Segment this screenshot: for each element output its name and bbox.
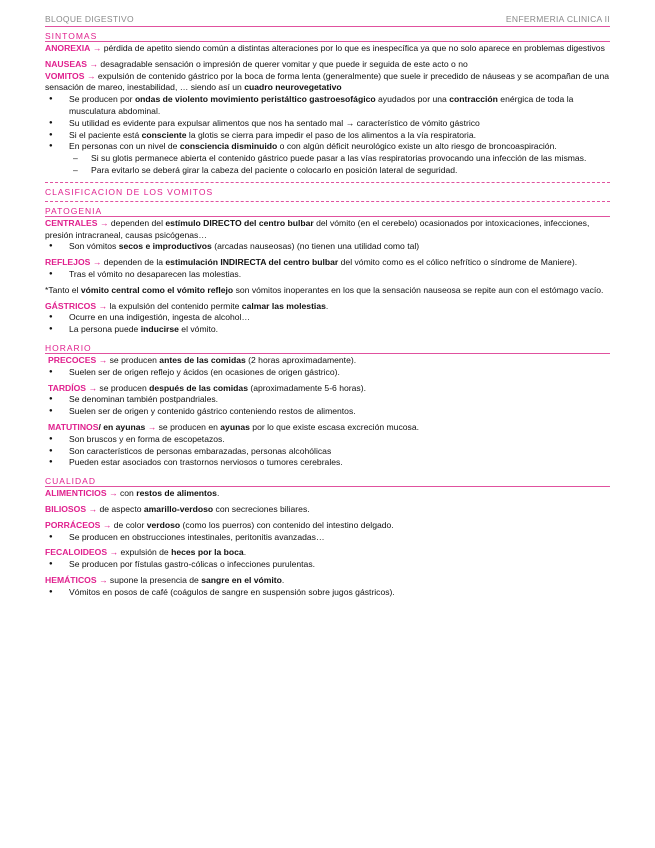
arrow-icon: → [92, 43, 102, 53]
term-reflejos: REFLEJOS [45, 257, 91, 268]
term-anorexia: ANOREXIA [45, 43, 91, 53]
gastricos-list [45, 312, 610, 336]
term-ayunas: / en ayunas [98, 421, 146, 432]
text: expulsión de contenido gástrico por la boca de forma lenta (generalmente) que suele ir precedido de náuseas y se acompañan de una sensación de mareo, inestabilidad, … siendo así un [45, 70, 610, 93]
list-item: ● Son vómitos secos e improductivos (arcadas nauseosas) (no tienen una utilidad como tal) [69, 241, 610, 253]
term-hematicos: HEMÁTICOS [45, 574, 97, 585]
paragraph-alimenticios: ALIMENTICIOS → con restos de alimentos. [45, 488, 220, 499]
dashed-divider [45, 182, 610, 183]
vomitos-bullet-list [45, 94, 610, 153]
list-item: ● Suelen ser de origen y contenido gástrico conteniendo restos de alimentos. [69, 406, 610, 418]
porraceos-list [45, 532, 610, 544]
list-item: ● Vómitos en posos de café (coágulos de sangre en suspensión sobre jugos gástricos). [69, 587, 610, 599]
paragraph-anorexia [45, 43, 610, 55]
section-title-clasificacion: CLASIFICACION DE LOS VOMITOS [45, 186, 214, 197]
reflejos-list [45, 269, 610, 281]
header-left: BLOQUE DIGESTIVO [45, 14, 134, 24]
section-rule [45, 353, 610, 354]
vomitos-dash-list [45, 153, 610, 177]
list-item: – Si su glotis permanece abierta el contenido gástrico puede pasar a las vías respiratorias provocando una infección de las mismas. [91, 153, 610, 165]
arrow-icon: → [98, 354, 108, 365]
arrow-icon: → [147, 421, 157, 432]
header-rule [45, 26, 610, 27]
arrow-icon: → [98, 300, 108, 311]
section-title-cualidad: CUALIDAD [45, 476, 96, 487]
arrow-icon: → [345, 117, 355, 128]
list-item: – Para evitarlo se deberá girar la cabeza del paciente o colocarlo en posición lateral de seguridad. [91, 165, 610, 177]
term-gastricos: GÁSTRICOS [45, 300, 97, 311]
list-item: ● Suelen ser de origen reflejo y ácidos (en ocasiones de origen gástrico). [69, 367, 610, 379]
dashed-divider [45, 201, 610, 202]
list-item: ● Se producen por fístulas gastro-cólicas o infecciones purulentas. [69, 559, 610, 571]
paragraph-biliosos: BILIOSOS → de aspecto amarillo-verdoso con secreciones biliares. [45, 503, 310, 514]
term-biliosos: BILIOSOS [45, 503, 87, 514]
list-item: ● La persona puede inducirse el vómito. [69, 324, 610, 336]
list-item: ● Se producen por ondas de violento movimiento peristáltico gastroesofágico ayudados por una contracción enérgica de toda la musculatura abdominal. [69, 94, 610, 118]
term-tardios: TARDÍOS [48, 382, 87, 393]
bold-text: cuadro neurovegetativo [244, 82, 342, 93]
term-vomitos: VOMITOS [45, 70, 85, 81]
arrow-icon: → [102, 519, 112, 530]
list-item: ● Su utilidad es evidente para expulsar alimentos que nos ha sentado mal → característico de vómito gástrico [69, 118, 610, 130]
term-nauseas: NAUSEAS [45, 58, 88, 69]
arrow-icon: → [88, 503, 98, 514]
term-precoces: PRECOCES [48, 354, 97, 365]
section-rule [45, 41, 610, 42]
term-centrales: CENTRALES [45, 217, 98, 228]
paragraph-gastricos: GÁSTRICOS → la expulsión del contenido permite calmar las molestias. [45, 300, 329, 311]
list-item: ● Si el paciente está consciente la glotis se cierra para impedir el paso de los alimentos a la vía respiratoria. [69, 130, 610, 142]
paragraph-centrales: CENTRALES → dependen del estímulo DIRECTO del centro bulbar del vómito (en el cerebelo) ocasionados por intoxicaciones, infecciones, presión intracraneal, causas psicógenas… [45, 217, 590, 240]
arrow-icon: → [88, 382, 98, 393]
term-alimenticios: ALIMENTICIOS [45, 488, 107, 499]
list-item: ● Ocurre en una indigestión, ingesta de alcohol… [69, 312, 610, 324]
centrales-list [45, 241, 610, 253]
tardios-list [45, 394, 610, 418]
term-fecaloideos: FECALOIDEOS [45, 547, 108, 558]
paragraph-reflejos: REFLEJOS → dependen de la estimulación INDIRECTA del centro bulbar del vómito como es el cólico nefrítico o síndrome de Maniere). [45, 257, 578, 268]
paragraph-nota: *Tanto el vómito central como el vómito reflejo son vómitos inoperantes en los que la sensación nauseosa se repite aun con el estómago vacío. [45, 284, 604, 295]
list-item: ● En personas con un nivel de consciencia disminuido o con algún déficit neurológico existe un alto riesgo de broncoaspiración. [69, 141, 610, 153]
term-porraceos: PORRÁCEOS [45, 519, 101, 530]
list-item: ● Son característicos de personas embarazadas, personas alcohólicas [69, 446, 610, 458]
arrow-icon: → [99, 217, 109, 228]
arrow-icon: → [86, 70, 96, 81]
list-item: ● Tras el vómito no desaparecen las molestias. [69, 269, 610, 281]
text: desagradable sensación o impresión de querer vomitar y que puede ir seguida de este acto o no [98, 58, 468, 69]
fecaloideos-list [45, 559, 610, 571]
list-item: ● Son bruscos y en forma de escopetazos. [69, 434, 610, 446]
paragraph-vomitos [45, 71, 610, 95]
paragraph-porraceos: PORRÁCEOS → de color verdoso (como los puerros) con contenido del intestino delgado. [45, 519, 394, 530]
text: pérdida de apetito siendo común a distintas alteraciones por lo que es inespecífica ya que no solo aparece en problemas digestivos [101, 43, 605, 53]
precoces-list [45, 367, 610, 379]
section-title-sintomas: SINTOMAS [45, 31, 98, 41]
page-header [45, 14, 610, 26]
paragraph-nauseas [45, 59, 610, 71]
header-right: ENFERMERIA CLINICA II [505, 14, 610, 24]
paragraph-tardios: TARDÍOS → se producen después de las comidas (aproximadamente 5-6 horas). [48, 382, 366, 393]
section-title-patogenia: PATOGENIA [45, 205, 103, 216]
paragraph-precoces: PRECOCES → se producen antes de las comidas (2 horas aproximadamente). [48, 354, 357, 365]
paragraph-matutinos: MATUTINOS/ en ayunas → se producen en ayunas por lo que existe escasa excreción mucosa. [48, 421, 420, 432]
list-item: ● Pueden estar asociados con trastornos nerviosos o tumores cerebrales. [69, 457, 610, 469]
hematicos-list [45, 587, 610, 599]
section-rule [45, 216, 610, 217]
arrow-icon: → [89, 58, 99, 69]
matutinos-list [45, 434, 610, 469]
paragraph-fecaloideos: FECALOIDEOS → expulsión de heces por la boca. [45, 547, 247, 558]
section-rule [45, 486, 610, 487]
arrow-icon: → [108, 488, 118, 499]
arrow-icon: → [98, 574, 108, 585]
section-title-horario: HORARIO [45, 342, 92, 353]
arrow-icon: → [109, 547, 119, 558]
list-item: ● Se denominan también postpandriales. [69, 394, 610, 406]
list-item: ● Se producen en obstrucciones intestinales, peritonitis avanzadas… [69, 532, 610, 544]
paragraph-hematicos: HEMÁTICOS → supone la presencia de sangre en el vómito. [45, 574, 285, 585]
arrow-icon: → [92, 257, 102, 268]
term-matutinos: MATUTINOS [48, 421, 99, 432]
